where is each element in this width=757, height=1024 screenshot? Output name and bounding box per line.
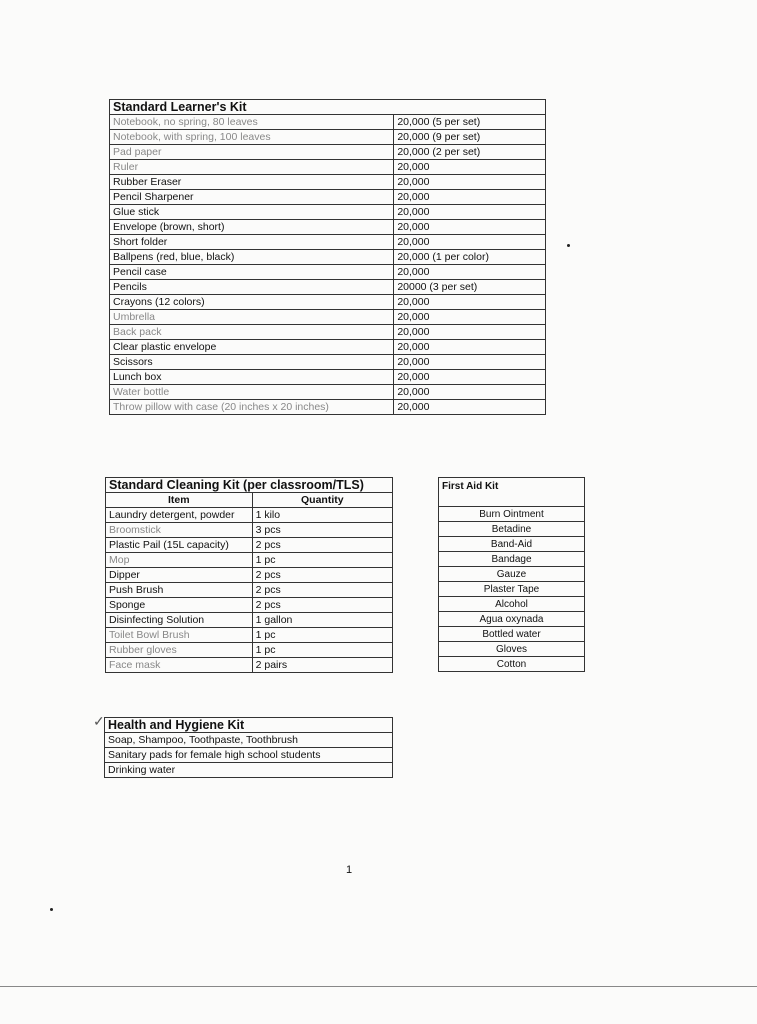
learners-qty: 20,000 bbox=[394, 370, 546, 385]
learners-qty: 20,000 bbox=[394, 385, 546, 400]
table-row bbox=[110, 145, 546, 160]
learners-item: Pencils bbox=[110, 280, 394, 295]
learners-item: Scissors bbox=[110, 355, 394, 370]
first-aid-item: Plaster Tape bbox=[439, 582, 585, 597]
learners-qty: 20,000 bbox=[394, 295, 546, 310]
table-row bbox=[439, 612, 585, 627]
learners-qty: 20,000 bbox=[394, 190, 546, 205]
table-row bbox=[106, 553, 393, 568]
cleaning-qty: 2 pcs bbox=[252, 568, 392, 583]
cleaning-kit-title: Standard Cleaning Kit (per classroom/TLS) bbox=[106, 478, 393, 493]
learners-qty: 20,000 bbox=[394, 355, 546, 370]
speck bbox=[50, 908, 53, 911]
table-row bbox=[439, 657, 585, 672]
table-row bbox=[106, 613, 393, 628]
first-aid-item: Bandage bbox=[439, 552, 585, 567]
table-row bbox=[110, 205, 546, 220]
table-row bbox=[439, 552, 585, 567]
first-aid-item: Gauze bbox=[439, 567, 585, 582]
hygiene-kit-table bbox=[104, 717, 393, 778]
learners-kit-title: Standard Learner's Kit bbox=[110, 100, 546, 115]
table-row bbox=[110, 400, 546, 415]
learners-item: Clear plastic envelope bbox=[110, 340, 394, 355]
learners-qty: 20,000 (9 per set) bbox=[394, 130, 546, 145]
cleaning-item: Laundry detergent, powder bbox=[106, 508, 253, 523]
table-row bbox=[110, 295, 546, 310]
learners-item: Ballpens (red, blue, black) bbox=[110, 250, 394, 265]
learners-qty: 20,000 bbox=[394, 400, 546, 415]
learners-item: Pencil Sharpener bbox=[110, 190, 394, 205]
first-aid-item: Band-Aid bbox=[439, 537, 585, 552]
table-row bbox=[110, 280, 546, 295]
learners-item: Back pack bbox=[110, 325, 394, 340]
table-row bbox=[110, 370, 546, 385]
learners-item: Notebook, no spring, 80 leaves bbox=[110, 115, 394, 130]
table-row bbox=[106, 583, 393, 598]
learners-qty: 20,000 bbox=[394, 340, 546, 355]
table-row bbox=[106, 643, 393, 658]
speck bbox=[567, 244, 570, 247]
cleaning-qty: 1 gallon bbox=[252, 613, 392, 628]
table-row bbox=[110, 130, 546, 145]
learners-item: Rubber Eraser bbox=[110, 175, 394, 190]
table-row bbox=[110, 385, 546, 400]
cleaning-item: Sponge bbox=[106, 598, 253, 613]
learners-item: Pad paper bbox=[110, 145, 394, 160]
cleaning-item: Dipper bbox=[106, 568, 253, 583]
table-row bbox=[106, 598, 393, 613]
hygiene-item: Drinking water bbox=[105, 763, 393, 778]
table-row bbox=[105, 733, 393, 748]
table-row bbox=[110, 340, 546, 355]
table-row bbox=[110, 220, 546, 235]
cleaning-kit-table bbox=[105, 477, 393, 673]
table-row bbox=[106, 658, 393, 673]
learners-qty: 20,000 (1 per color) bbox=[394, 250, 546, 265]
learners-item: Glue stick bbox=[110, 205, 394, 220]
hygiene-item: Sanitary pads for female high school students bbox=[105, 748, 393, 763]
table-row bbox=[439, 582, 585, 597]
cleaning-item: Push Brush bbox=[106, 583, 253, 598]
first-aid-item: Bottled water bbox=[439, 627, 585, 642]
cleaning-item: Broomstick bbox=[106, 523, 253, 538]
cleaning-qty: 2 pairs bbox=[252, 658, 392, 673]
cleaning-qty: 2 pcs bbox=[252, 598, 392, 613]
learners-item: Lunch box bbox=[110, 370, 394, 385]
table-row bbox=[106, 523, 393, 538]
table-row bbox=[105, 748, 393, 763]
cleaning-qty: 2 pcs bbox=[252, 583, 392, 598]
first-aid-kit-table bbox=[438, 477, 585, 672]
hygiene-kit-title: Health and Hygiene Kit bbox=[105, 718, 393, 733]
learners-qty: 20,000 bbox=[394, 265, 546, 280]
learners-qty: 20,000 bbox=[394, 325, 546, 340]
table-row bbox=[439, 597, 585, 612]
first-aid-item: Betadine bbox=[439, 522, 585, 537]
page-edge-line bbox=[0, 986, 757, 987]
learners-item: Notebook, with spring, 100 leaves bbox=[110, 130, 394, 145]
first-aid-item: Agua oxynada bbox=[439, 612, 585, 627]
learners-qty: 20,000 (2 per set) bbox=[394, 145, 546, 160]
table-row bbox=[110, 190, 546, 205]
learners-item: Envelope (brown, short) bbox=[110, 220, 394, 235]
cleaning-item: Disinfecting Solution bbox=[106, 613, 253, 628]
first-aid-item: Cotton bbox=[439, 657, 585, 672]
cleaning-item: Plastic Pail (15L capacity) bbox=[106, 538, 253, 553]
cleaning-item: Rubber gloves bbox=[106, 643, 253, 658]
learners-item: Water bottle bbox=[110, 385, 394, 400]
table-row bbox=[110, 235, 546, 250]
learners-kit-table bbox=[109, 99, 546, 415]
first-aid-item: Gloves bbox=[439, 642, 585, 657]
learners-item: Umbrella bbox=[110, 310, 394, 325]
first-aid-kit-title: First Aid Kit bbox=[439, 478, 585, 507]
table-row bbox=[110, 175, 546, 190]
first-aid-item: Alcohol bbox=[439, 597, 585, 612]
table-row bbox=[439, 627, 585, 642]
learners-qty: 20,000 bbox=[394, 160, 546, 175]
cleaning-qty: 1 pc bbox=[252, 553, 392, 568]
table-row bbox=[439, 507, 585, 522]
first-aid-item: Burn Ointment bbox=[439, 507, 585, 522]
table-row bbox=[110, 160, 546, 175]
checkmark-icon: ✓ bbox=[93, 713, 105, 729]
learners-qty: 20,000 bbox=[394, 175, 546, 190]
table-row bbox=[106, 508, 393, 523]
learners-item: Crayons (12 colors) bbox=[110, 295, 394, 310]
cleaning-qty: 1 pc bbox=[252, 628, 392, 643]
page-number: 1 bbox=[346, 864, 353, 876]
table-row bbox=[439, 642, 585, 657]
table-row bbox=[106, 538, 393, 553]
cleaning-col-item: Item bbox=[106, 493, 253, 508]
table-row bbox=[110, 325, 546, 340]
learners-qty: 20,000 bbox=[394, 235, 546, 250]
table-row bbox=[110, 310, 546, 325]
table-row bbox=[110, 355, 546, 370]
cleaning-qty: 2 pcs bbox=[252, 538, 392, 553]
cleaning-item: Face mask bbox=[106, 658, 253, 673]
table-row bbox=[439, 537, 585, 552]
table-row bbox=[110, 250, 546, 265]
learners-qty: 20,000 bbox=[394, 220, 546, 235]
cleaning-qty: 1 kilo bbox=[252, 508, 392, 523]
table-row bbox=[110, 115, 546, 130]
learners-qty: 20,000 bbox=[394, 205, 546, 220]
cleaning-col-qty: Quantity bbox=[252, 493, 392, 508]
learners-item: Pencil case bbox=[110, 265, 394, 280]
learners-item: Short folder bbox=[110, 235, 394, 250]
learners-item: Ruler bbox=[110, 160, 394, 175]
learners-item: Throw pillow with case (20 inches x 20 inches) bbox=[110, 400, 394, 415]
learners-qty: 20000 (3 per set) bbox=[394, 280, 546, 295]
cleaning-item: Toilet Bowl Brush bbox=[106, 628, 253, 643]
learners-qty: 20,000 (5 per set) bbox=[394, 115, 546, 130]
table-row bbox=[105, 763, 393, 778]
hygiene-item: Soap, Shampoo, Toothpaste, Toothbrush bbox=[105, 733, 393, 748]
table-row bbox=[439, 522, 585, 537]
table-row bbox=[110, 265, 546, 280]
cleaning-qty: 3 pcs bbox=[252, 523, 392, 538]
table-row bbox=[106, 628, 393, 643]
cleaning-item: Mop bbox=[106, 553, 253, 568]
table-row bbox=[439, 567, 585, 582]
learners-qty: 20,000 bbox=[394, 310, 546, 325]
table-row bbox=[106, 568, 393, 583]
cleaning-qty: 1 pc bbox=[252, 643, 392, 658]
